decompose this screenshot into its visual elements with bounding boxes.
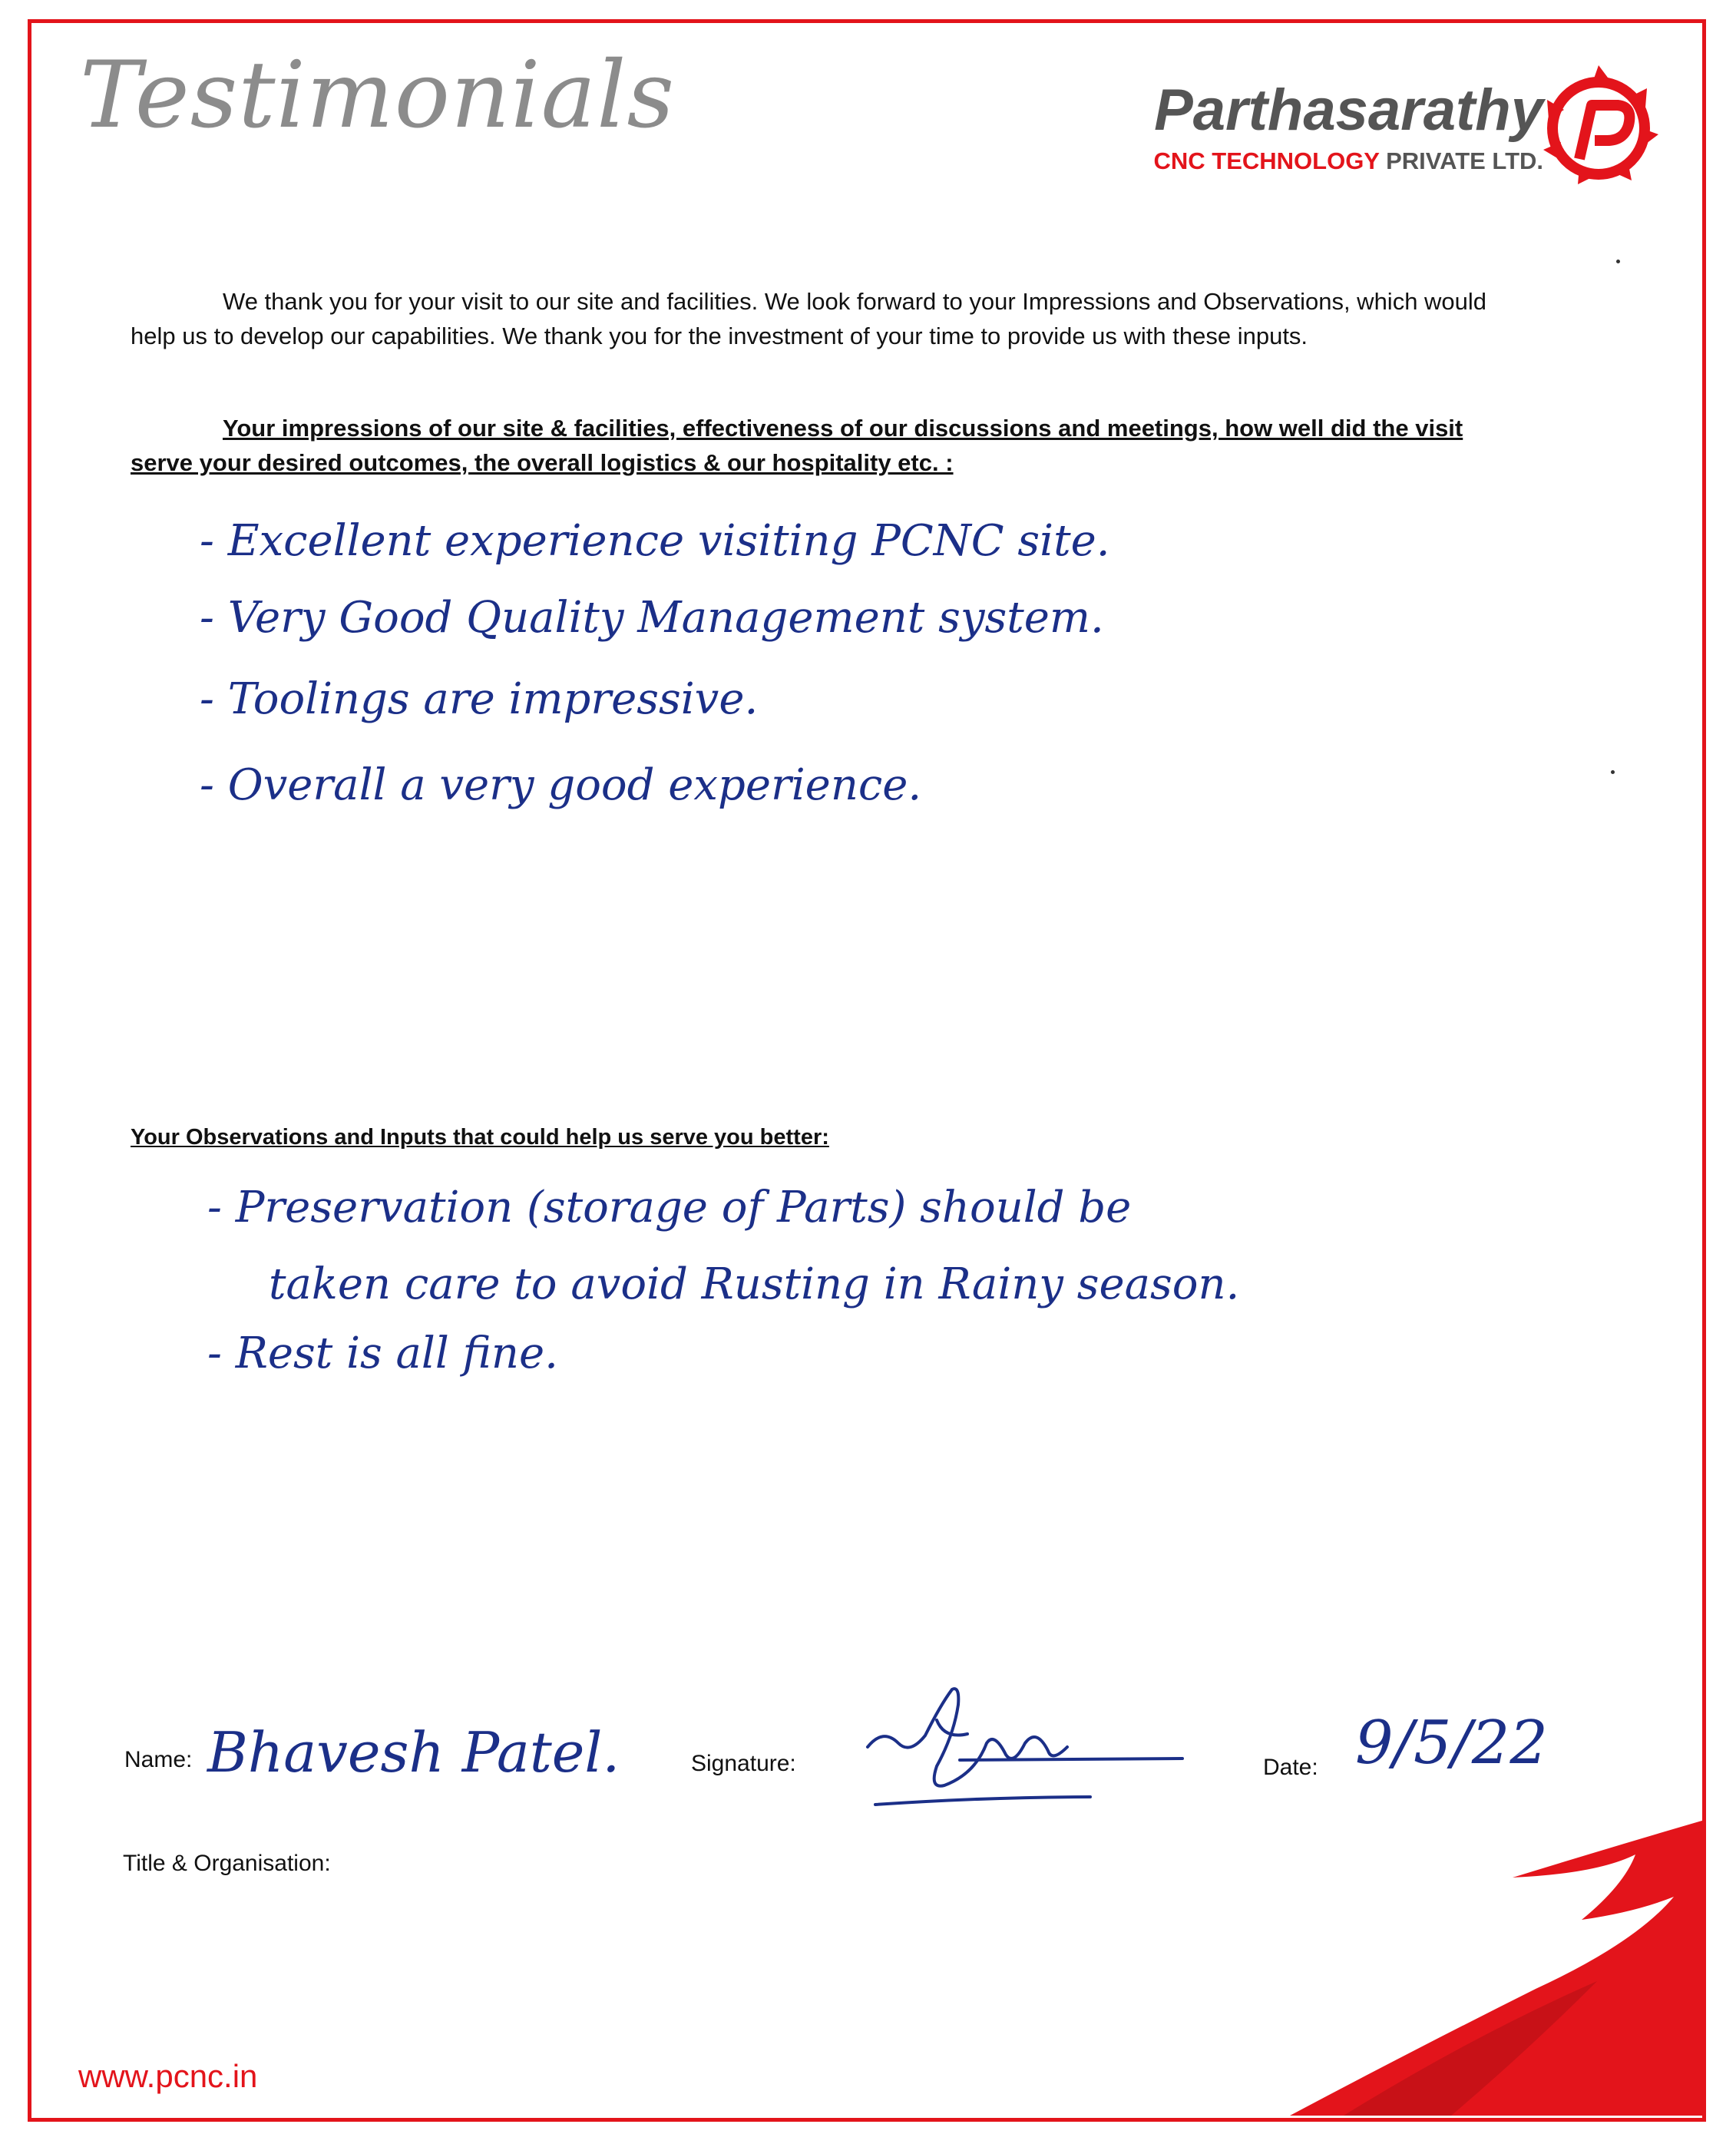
- company-brand: [1144, 77, 1543, 184]
- date-label: Date:: [1263, 1755, 1318, 1780]
- impression-entry: - Excellent experience visiting PCNC site.: [200, 516, 1110, 566]
- impressions-heading: [131, 411, 1520, 480]
- name-label: Name:: [124, 1747, 193, 1772]
- signature-label: Signature:: [691, 1751, 796, 1776]
- signature-mark: [852, 1674, 1198, 1820]
- impression-entry: - Overall a very good experience.: [200, 760, 922, 810]
- impression-entry: - Toolings are impressive.: [200, 674, 759, 724]
- company-subtitle-grey: PRIVATE LTD.: [1386, 147, 1543, 174]
- date-value: 9/5/22: [1355, 1709, 1549, 1778]
- decorative-swoosh: [1275, 1820, 1705, 2119]
- name-value: Bhavesh Patel.: [207, 1720, 620, 1785]
- company-name: Parthasarathy: [1154, 78, 1543, 143]
- page-title: Testimonials: [80, 42, 676, 149]
- observation-entry: - Rest is all fine.: [207, 1328, 558, 1378]
- observation-entry: - Preservation (storage of Parts) should be: [207, 1183, 1132, 1232]
- impressions-heading-text: Your impressions of our site & facilities, effectiveness of our discussions and meetings, how well did the visit serve your desired outcomes, the overall logistics & our hospitality etc. :: [131, 415, 1463, 476]
- title-organisation-label: Title & Organisation:: [123, 1851, 331, 1876]
- website-link[interactable]: www.pcnc.in: [78, 2058, 258, 2094]
- company-subtitle: [1153, 147, 1543, 175]
- impression-entry: - Very Good Quality Management system.: [200, 593, 1104, 643]
- intro-text: We thank you for your visit to our site and facilities. We look forward to your Impressions and Observations, which would help us to develop our capabilities. We thank you for the investment of your time to provide us with these inputs.: [131, 288, 1487, 349]
- observation-entry: taken care to avoid Rusting in Rainy season.: [269, 1259, 1240, 1309]
- speck: [1611, 770, 1615, 774]
- observations-heading: Your Observations and Inputs that could help us serve you better:: [131, 1125, 829, 1150]
- company-subtitle-red: CNC TECHNOLOGY: [1153, 147, 1380, 174]
- company-logo-icon: [1532, 58, 1666, 192]
- speck: [1616, 260, 1620, 263]
- intro-paragraph: [131, 284, 1520, 353]
